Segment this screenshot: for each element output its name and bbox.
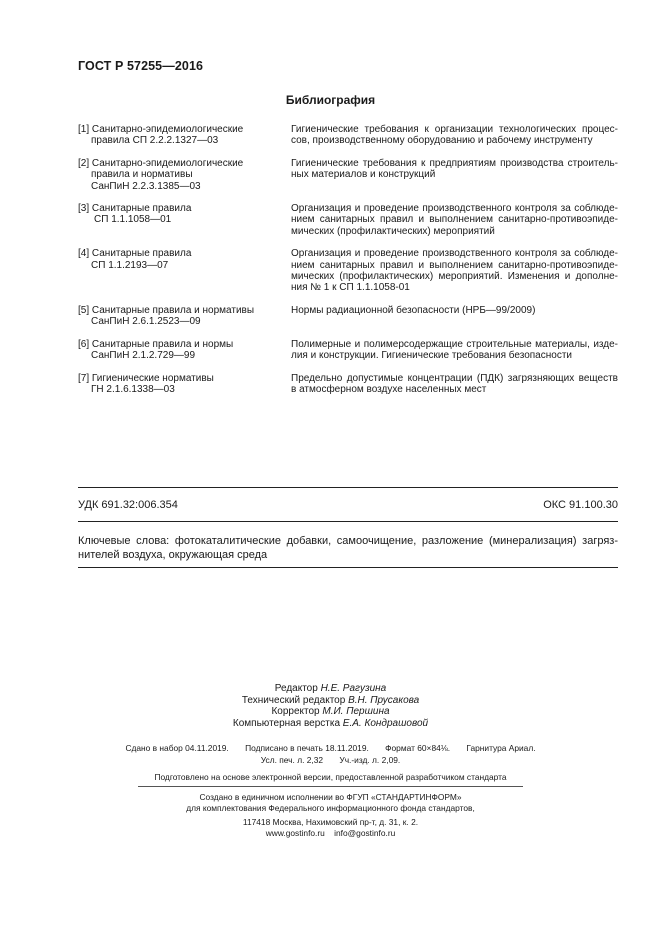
entry-source: СанПиН 2.1.2.729—99 (91, 350, 196, 362)
bibliography-title: Библиография (285, 93, 376, 107)
entry-description: мических (профилактических) мероприятий. Изменения и дополне- (291, 271, 618, 283)
entry-description: в атмосферном воздухе населенных мест (291, 383, 487, 395)
entry-source: [2] Санитарно-эпидемиологические (78, 157, 244, 169)
signed-date: Подписано в печать 18.11.2019. (245, 743, 369, 753)
entry-description: Организация и проведение производственного контроля за соблюде- (291, 248, 618, 260)
publishing-sheets: Уч.-изд. л. 2,09. (339, 755, 401, 765)
editor-label: Редактор (274, 683, 318, 694)
entry-source: [5] Санитарные правила и нормативы (78, 304, 255, 316)
entry-source: правила СП 2.2.2.1327—03 (91, 135, 219, 147)
bibliography-entry (78, 248, 618, 294)
divider (138, 786, 523, 787)
keywords-line: нителей воздуха, окружающая среда (78, 548, 268, 561)
entry-source: [1] Санитарно-эпидемиологические (78, 124, 244, 135)
typeface: Гарнитура Ариал. (466, 743, 536, 753)
bibliography-entry (78, 339, 618, 362)
created-line: для комплектования Федерального информационного фонда стандартов, (186, 803, 475, 814)
keywords-line: Ключевые слова: фотокаталитические добавки, самоочищение, разложение (минерализация) загряз- (78, 535, 618, 547)
entry-source: [7] Гигиенические нормативы (78, 372, 214, 384)
entry-description: нием санитарных правил и выполнением санитарно-противоэпиде- (291, 214, 618, 226)
entry-description: нием санитарных правил и выполнением санитарно-противоэпиде- (291, 259, 618, 271)
entry-source: [3] Санитарные правила (78, 203, 192, 215)
corrector-label: Корректор (271, 706, 320, 718)
layout-label: Компьютерная верстка (232, 717, 341, 729)
bibliography-entry (78, 373, 618, 396)
credits (0, 683, 661, 729)
bibliography-entry (78, 124, 618, 147)
print-info (0, 742, 661, 766)
divider (78, 487, 618, 488)
tech-editor-name: В.Н. Прусакова (348, 694, 420, 706)
editor-name: Н.Е. Рагузина (320, 683, 387, 694)
bibliography-entry (78, 158, 618, 192)
entry-source: ГН 2.1.6.1338—03 (91, 383, 175, 395)
entry-source: [4] Санитарные правила (78, 248, 192, 260)
entry-description: Нормы радиационной безопасности (НРБ—99/2009) (291, 304, 536, 316)
entry-source: [6] Санитарные правила и нормы (78, 338, 234, 350)
document-code: ГОСТ Р 57255—2016 (78, 59, 204, 73)
entry-description: ния № 1 к СП 1.1.1058-01 (291, 282, 410, 294)
entry-description: сов, производственному оборудованию и рабочему инструменту (291, 135, 593, 147)
layout-name: Е.А. Кондрашовой (342, 717, 429, 729)
bibliography-list (78, 124, 618, 406)
divider (78, 567, 618, 568)
publisher-contacts (0, 817, 661, 839)
created-line: Создано в единичном исполнении во ФГУП «СТАНДАРТИНФОРМ» (199, 792, 462, 802)
keywords (78, 535, 618, 562)
bibliography-entry (78, 203, 618, 237)
format: Формат 60×84⅛. (385, 743, 451, 753)
entry-source: СанПиН 2.6.1.2523—09 (91, 316, 201, 328)
website-link[interactable]: www.gostinfo.ru (265, 828, 325, 839)
entry-description: ных материалов и конструкций (291, 169, 436, 181)
entry-description: Организация и проведение производственного контроля за соблюде- (291, 203, 618, 215)
typeset-date: Сдано в набор 04.11.2019. (125, 743, 229, 753)
oks-code: ОКС 91.100.30 (543, 499, 618, 511)
prepared-note: Подготовлено на основе электронной версии, предоставленной разработчиком стандарта (154, 772, 507, 782)
address: 117418 Москва, Нахимовский пр-т, д. 31, к. 2. (242, 817, 419, 827)
udk-code: УДК 691.32:006.354 (78, 499, 178, 511)
entry-description: Предельно допустимые концентрации (ПДК) загрязняющих веществ (291, 372, 618, 384)
entry-description: Гигиенические требования к предприятиям производства строитель- (291, 157, 618, 169)
email-link[interactable]: info@gostinfo.ru (334, 828, 396, 839)
print-sheets: Усл. печ. л. 2,32 (260, 755, 324, 765)
entry-description: Полимерные и полимерсодержащие строительные материалы, изде- (291, 338, 618, 350)
entry-description: Гигиенические требования к организации технологических процес- (291, 124, 618, 135)
entry-source: СП 1.1.2193—07 (91, 259, 169, 271)
tech-editor-label: Технический редактор (241, 694, 346, 706)
bibliography-entry (78, 305, 618, 328)
entry-source: правила и нормативы (91, 169, 193, 181)
divider (78, 521, 618, 522)
entry-description: мических (профилактических) мероприятий (291, 225, 495, 237)
created-note (0, 792, 661, 814)
corrector-name: М.И. Першина (322, 706, 390, 718)
entry-description: лия и конструкции. Гигиенические требования безопасности (291, 350, 572, 362)
entry-source: СП 1.1.1058—01 (94, 214, 172, 226)
entry-source: СанПиН 2.2.3.1385—03 (91, 180, 201, 192)
